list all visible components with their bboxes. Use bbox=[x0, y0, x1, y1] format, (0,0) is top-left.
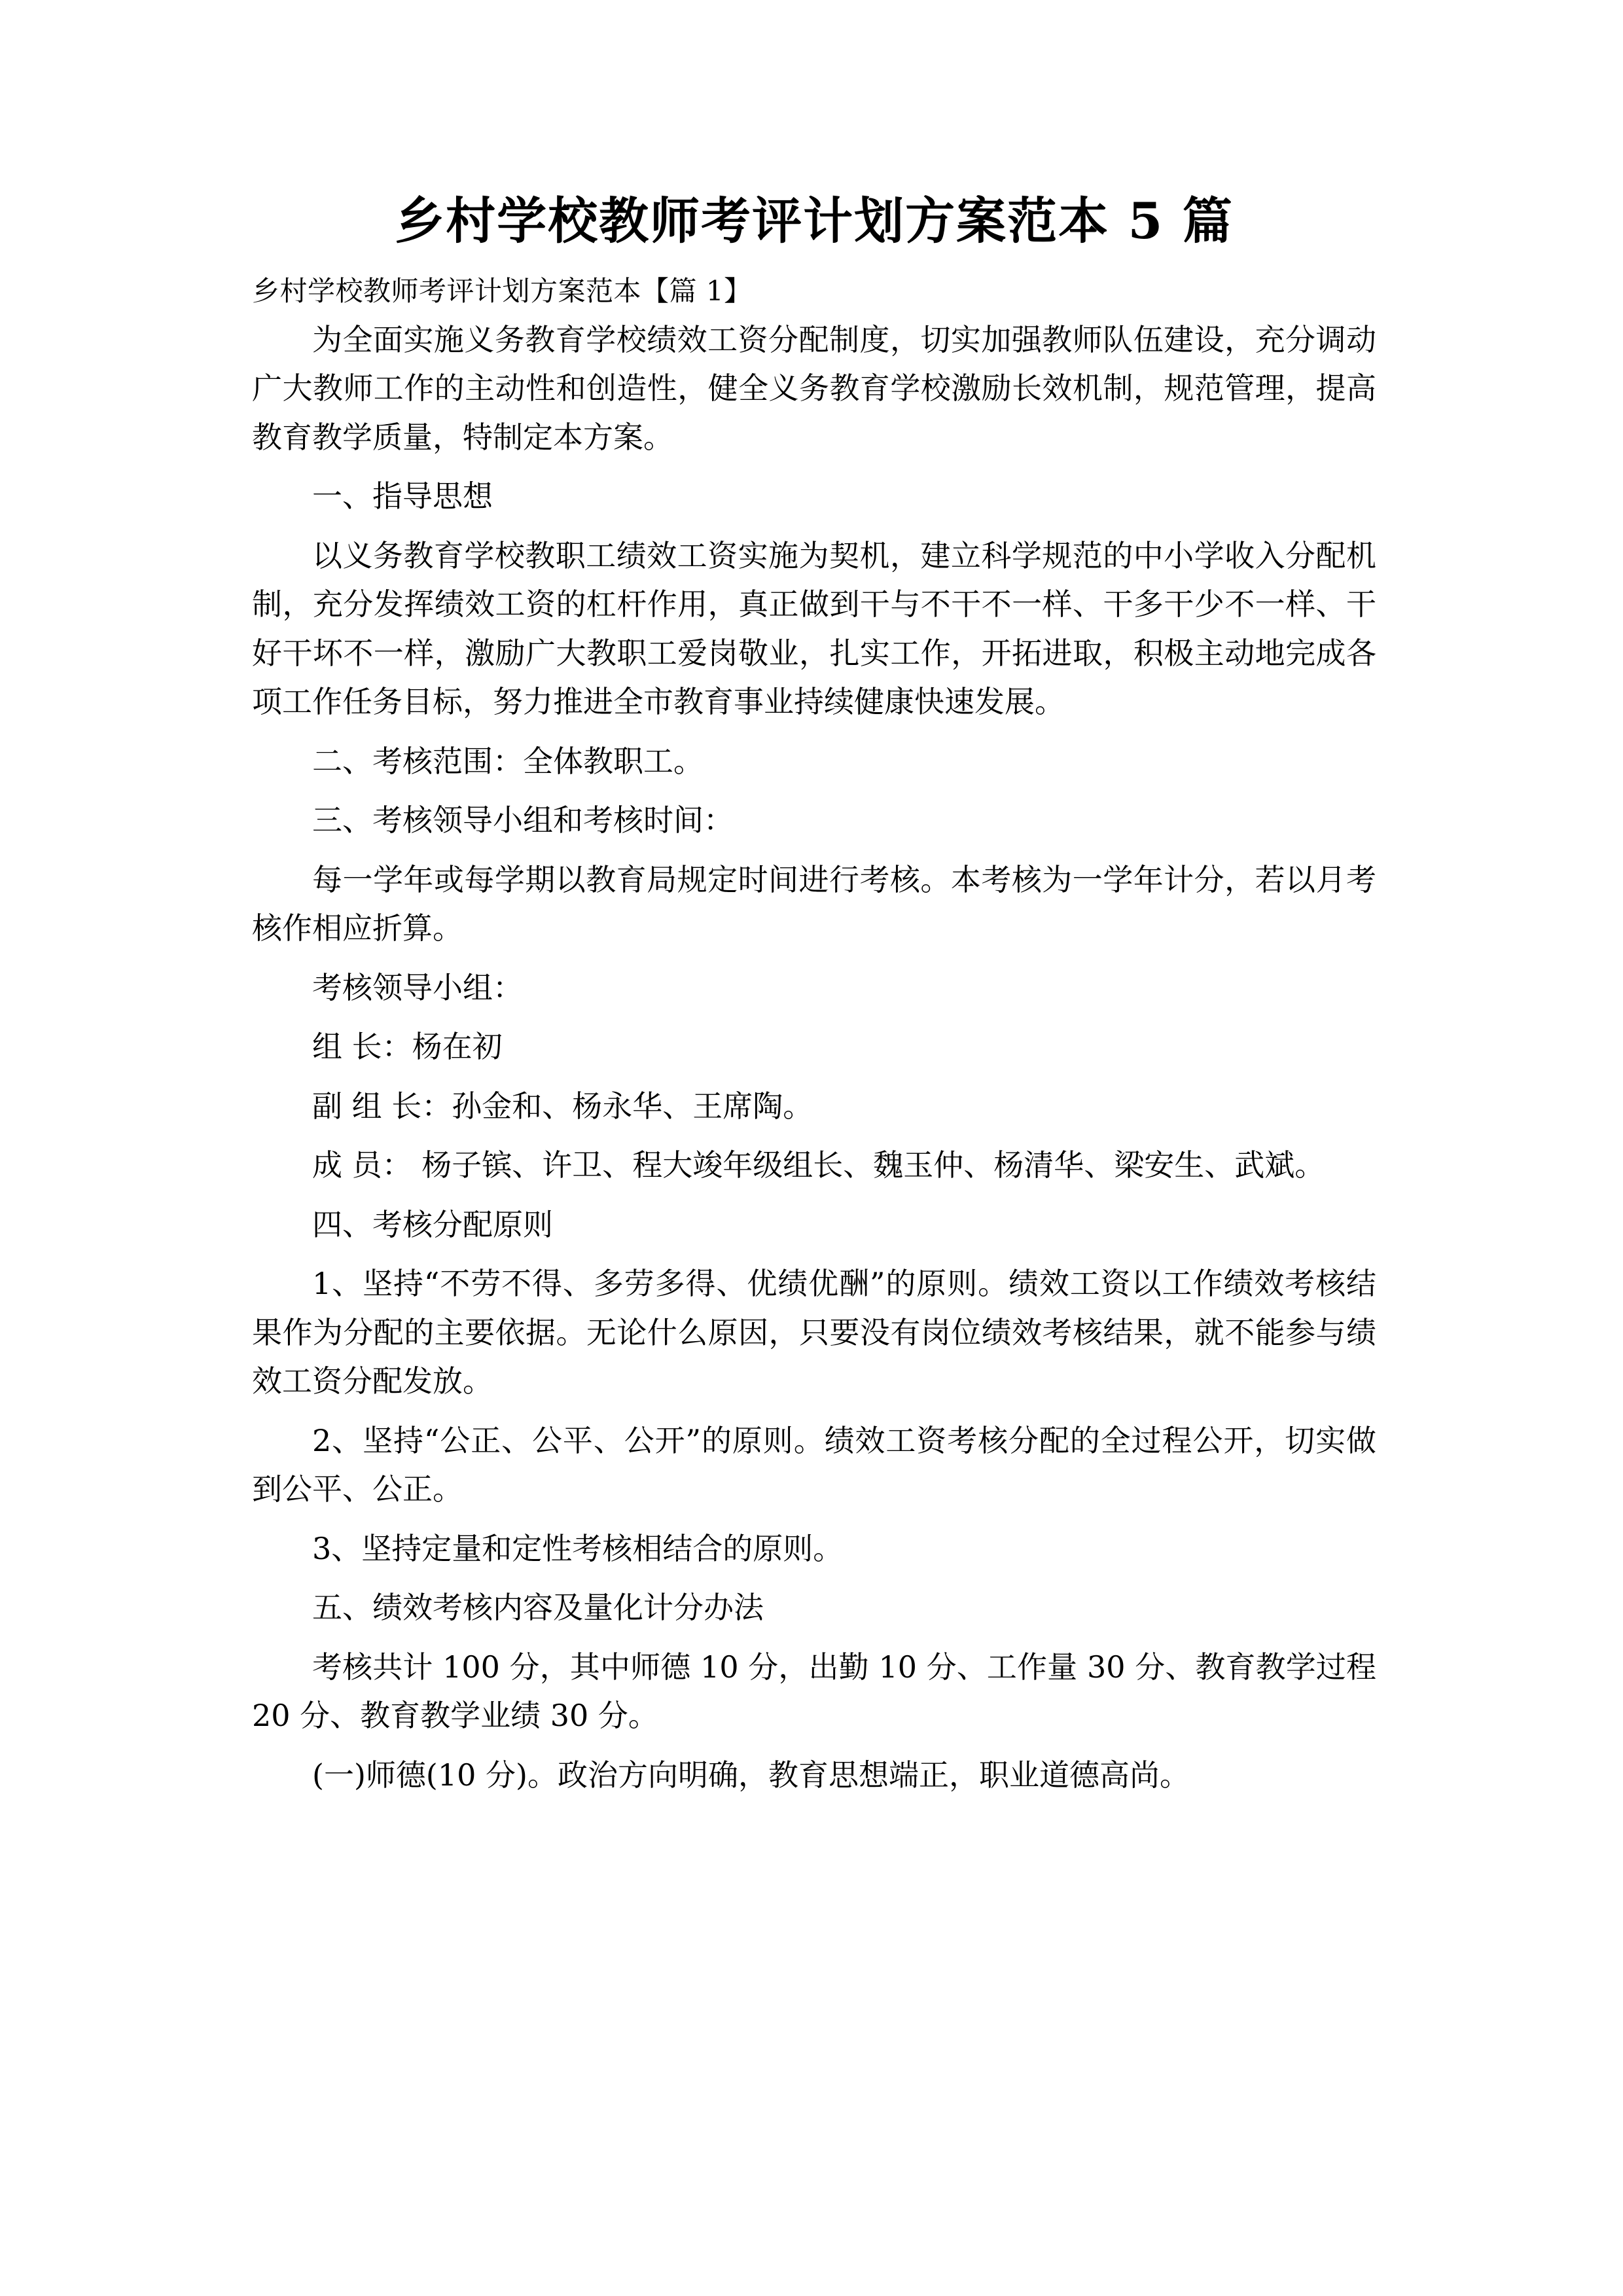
page-title: 乡村学校教师考评计划方案范本 5 篇 bbox=[395, 192, 1234, 250]
document-subtitle: 乡村学校教师考评计划方案范本【篇 1】 bbox=[252, 274, 752, 307]
paragraph-score-breakdown: 考核共计 100 分，其中师德 10 分，出勤 10 分、工作量 30 分、教育教学过程 20 分、教育教学业绩 30 分。 bbox=[252, 1649, 1376, 1734]
heading-section-2: 二、考核范围：全体教职工。 bbox=[312, 743, 704, 779]
heading-section-4: 四、考核分配原则 bbox=[312, 1206, 553, 1242]
paragraph-guiding-ideology: 以义务教育学校教职工绩效工资实施为契机，建立科学规范的中小学收入分配机制，充分发挥绩效工资的杠杆作用，真正做到干与不干不一样、干多干少不一样、干好干坏不一样，激励广大教职工爱岗敬业，扎实工作，开拓进取，积极主动地完成各项工作任务目标，努力推进全市教育事业持续健康快速发展。 bbox=[252, 537, 1376, 720]
heading-section-3: 三、考核领导小组和考核时间： bbox=[312, 802, 734, 838]
paragraph-principle-3: 3、坚持定量和定性考核相结合的原则。 bbox=[312, 1530, 844, 1566]
paragraph-assessment-time: 每一学年或每学期以教育局规定时间进行考核。本考核为一学年计分，若以月考核作相应折算。 bbox=[252, 861, 1376, 946]
heading-section-1: 一、指导思想 bbox=[312, 478, 493, 514]
paragraph-principle-2: 2、坚持“公正、公平、公开”的原则。绩效工资考核分配的全过程公开，切实做到公平、公正。 bbox=[252, 1422, 1376, 1507]
document-content bbox=[252, 0, 1376, 1800]
paragraph-section-morality: (一)师德(10 分)。政治方向明确，教育思想端正，职业道德高尚。 bbox=[312, 1757, 1190, 1793]
deputy-leaders-line: 副 组 长：孙金和、杨永华、王席陶。 bbox=[312, 1088, 813, 1124]
paragraph-principle-1: 1、坚持“不劳不得、多劳多得、优绩优酬”的原则。绩效工资以工作绩效考核结果作为分配的主要依据。无论什么原因，只要没有岗位绩效考核结果，就不能参与绩效工资分配发放。 bbox=[252, 1266, 1376, 1399]
group-leader-line: 组 长：杨在初 bbox=[312, 1029, 503, 1065]
paragraph-intro: 为全面实施义务教育学校绩效工资分配制度，切实加强教师队伍建设，充分调动广大教师工作的主动性和创造性，健全义务教育学校激励长效机制，规范管理，提高教育教学质量，特制定本方案。 bbox=[252, 321, 1376, 455]
heading-section-5: 五、绩效考核内容及量化计分办法 bbox=[312, 1590, 764, 1626]
members-line: 成 员： 杨子镔、许卫、程大竣年级组长、魏玉仲、杨清华、梁安生、武斌。 bbox=[312, 1147, 1325, 1183]
label-assessment-group: 考核领导小组： bbox=[312, 969, 523, 1005]
